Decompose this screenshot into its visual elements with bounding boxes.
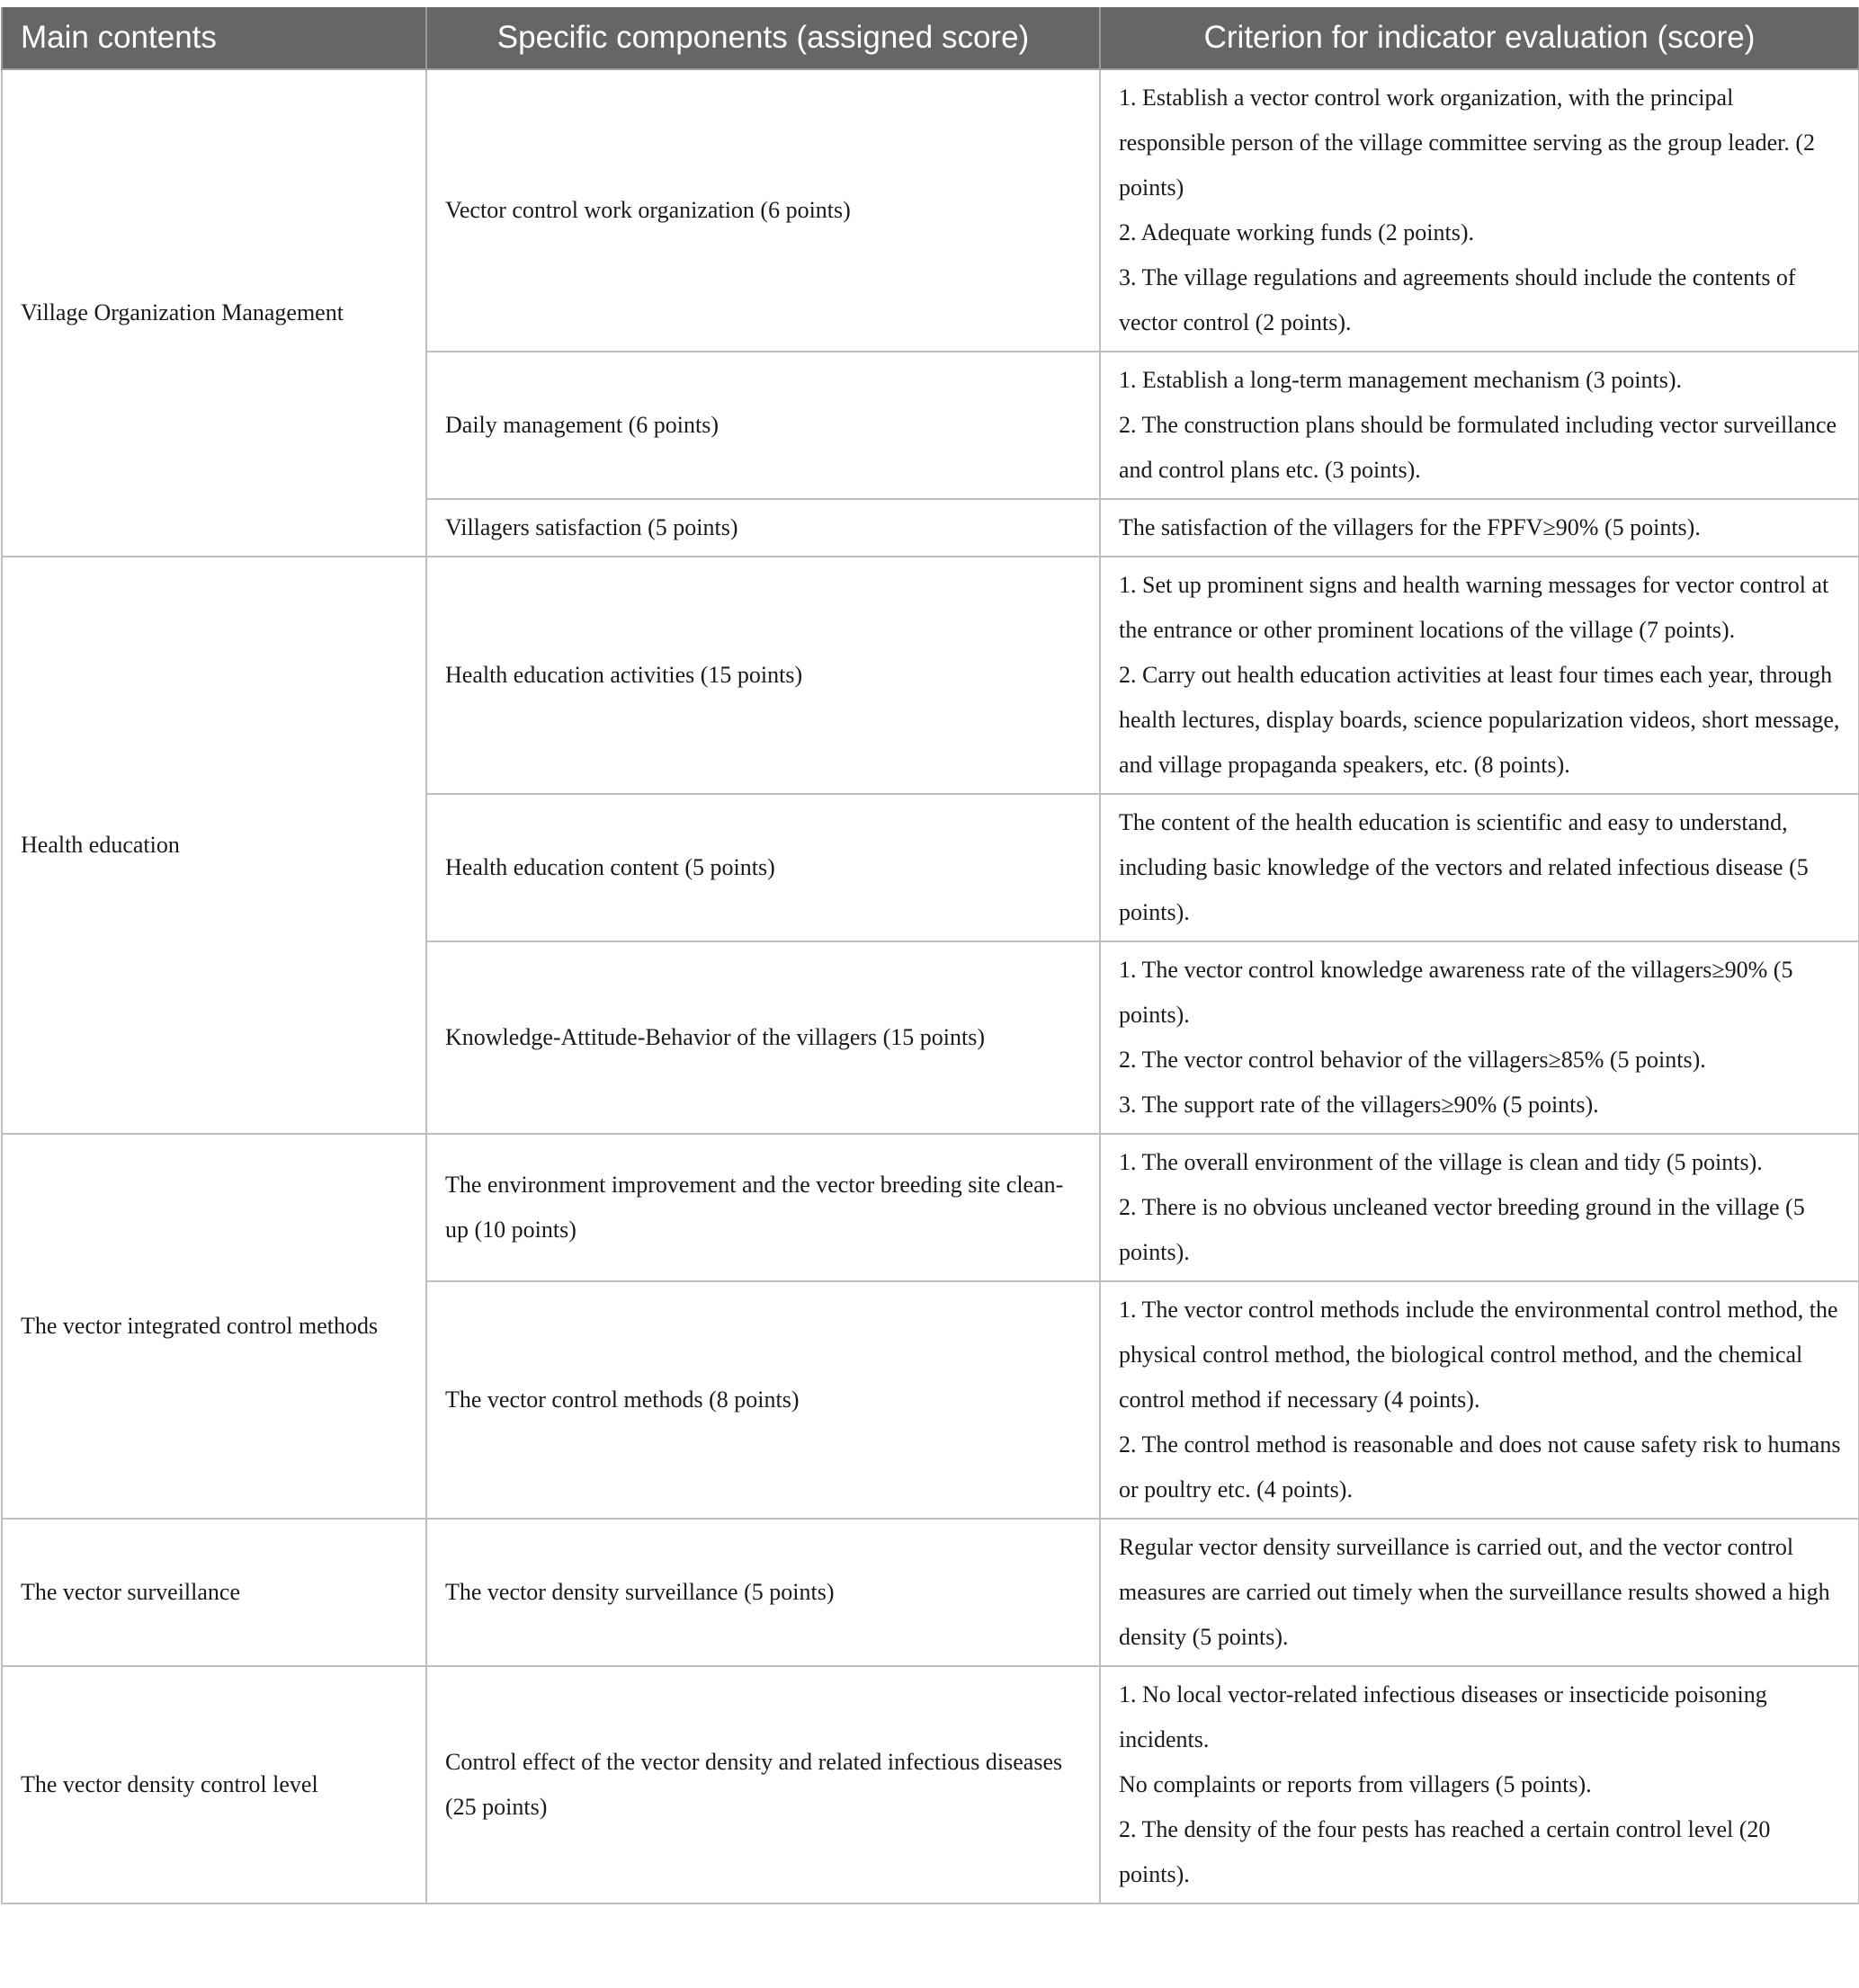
criterion-line: 3. The village regulations and agreements should include the contents of vector control (2 points). [1119, 264, 1796, 335]
criterion-line: The content of the health education is scientific and easy to understand, including basic knowledge of the vectors and related infectious disease (5 points). [1119, 809, 1809, 925]
criterion-line: 1. No local vector-related infectious diseases or insecticide poisoning incidents. [1119, 1681, 1767, 1752]
header-criterion: Criterion for indicator evaluation (score) [1100, 7, 1859, 69]
component-cell: The vector density surveillance (5 points) [426, 1519, 1100, 1666]
main-content-cell: Village Organization Management [2, 69, 426, 557]
criterion-line: 2. The control method is reasonable and does not cause safety risk to humans or poultry etc. (4 points). [1119, 1431, 1841, 1502]
table-header [2, 7, 1859, 69]
criterion-line: 1. Establish a long-term management mechanism (3 points). [1119, 367, 1683, 393]
criterion-cell [1100, 1281, 1859, 1519]
criterion-cell [1100, 69, 1859, 352]
criterion-cell [1100, 794, 1859, 941]
header-specific-components: Specific components (assigned score) [426, 7, 1100, 69]
criterion-cell [1100, 499, 1859, 557]
table-body [2, 69, 1859, 1903]
table-row [2, 1519, 1859, 1666]
component-cell: Vector control work organization (6 points) [426, 69, 1100, 352]
criterion-cell [1100, 1519, 1859, 1666]
component-cell: Health education activities (15 points) [426, 557, 1100, 794]
criterion-line: 2. The construction plans should be formulated including vector surveillance and control plans etc. (3 points). [1119, 412, 1837, 483]
criterion-cell [1100, 352, 1859, 499]
criterion-cell [1100, 941, 1859, 1134]
criterion-line: 2. Adequate working funds (2 points). [1119, 219, 1475, 245]
criterion-line: 1. The vector control methods include the environmental control method, the physical control method, the biological control method, and the chemical control method if necessary (4 points). [1119, 1297, 1838, 1413]
component-cell: Daily management (6 points) [426, 352, 1100, 499]
evaluation-table-container [0, 7, 1859, 1904]
header-main-contents: Main contents [2, 7, 426, 69]
component-cell: The environment improvement and the vector breeding site clean-up (10 points) [426, 1134, 1100, 1281]
header-row [2, 7, 1859, 69]
criterion-line: 1. The vector control knowledge awareness rate of the villagers≥90% (5 points). [1119, 957, 1793, 1028]
component-cell: Control effect of the vector density and related infectious diseases (25 points) [426, 1666, 1100, 1903]
criterion-line: The satisfaction of the villagers for the FPFV≥90% (5 points). [1119, 514, 1701, 540]
criterion-line: 1. Set up prominent signs and health warning messages for vector control at the entrance or other prominent locations of the village (7 points). [1119, 572, 1829, 643]
component-cell: Knowledge-Attitude-Behavior of the villagers (15 points) [426, 941, 1100, 1134]
criterion-cell [1100, 557, 1859, 794]
main-content-cell: Health education [2, 557, 426, 1134]
criterion-cell [1100, 1666, 1859, 1903]
table-row [2, 69, 1859, 352]
component-cell: Villagers satisfaction (5 points) [426, 499, 1100, 557]
table-row [2, 1134, 1859, 1281]
main-content-cell: The vector surveillance [2, 1519, 426, 1666]
criterion-line: 2. The vector control behavior of the villagers≥85% (5 points). [1119, 1047, 1706, 1073]
criterion-line: 2. The density of the four pests has reached a certain control level (20 points). [1119, 1816, 1771, 1887]
main-content-cell: The vector density control level [2, 1666, 426, 1903]
component-cell: Health education content (5 points) [426, 794, 1100, 941]
criterion-line: 3. The support rate of the villagers≥90% (5 points). [1119, 1092, 1599, 1118]
table-row [2, 1666, 1859, 1903]
component-cell: The vector control methods (8 points) [426, 1281, 1100, 1519]
criterion-line: No complaints or reports from villagers (5 points). [1119, 1771, 1592, 1797]
criterion-line: 1. The overall environment of the village is clean and tidy (5 points). [1119, 1149, 1763, 1175]
main-content-cell: The vector integrated control methods [2, 1134, 426, 1519]
criterion-line: 2. There is no obvious uncleaned vector breeding ground in the village (5 points). [1119, 1194, 1805, 1265]
evaluation-criteria-table [1, 7, 1859, 1904]
criterion-cell [1100, 1134, 1859, 1281]
table-row [2, 557, 1859, 794]
criterion-line: 2. Carry out health education activities at least four times each year, through health lectures, display boards, science popularization videos, short message, and village propaganda speakers, etc. (8 points). [1119, 662, 1840, 778]
criterion-line: 1. Establish a vector control work organization, with the principal responsible person of the village committee serving as the group leader. (2 points) [1119, 85, 1815, 201]
criterion-line: Regular vector density surveillance is carried out, and the vector control measures are carried out timely when the surveillance results showed a high density (5 points). [1119, 1534, 1830, 1650]
